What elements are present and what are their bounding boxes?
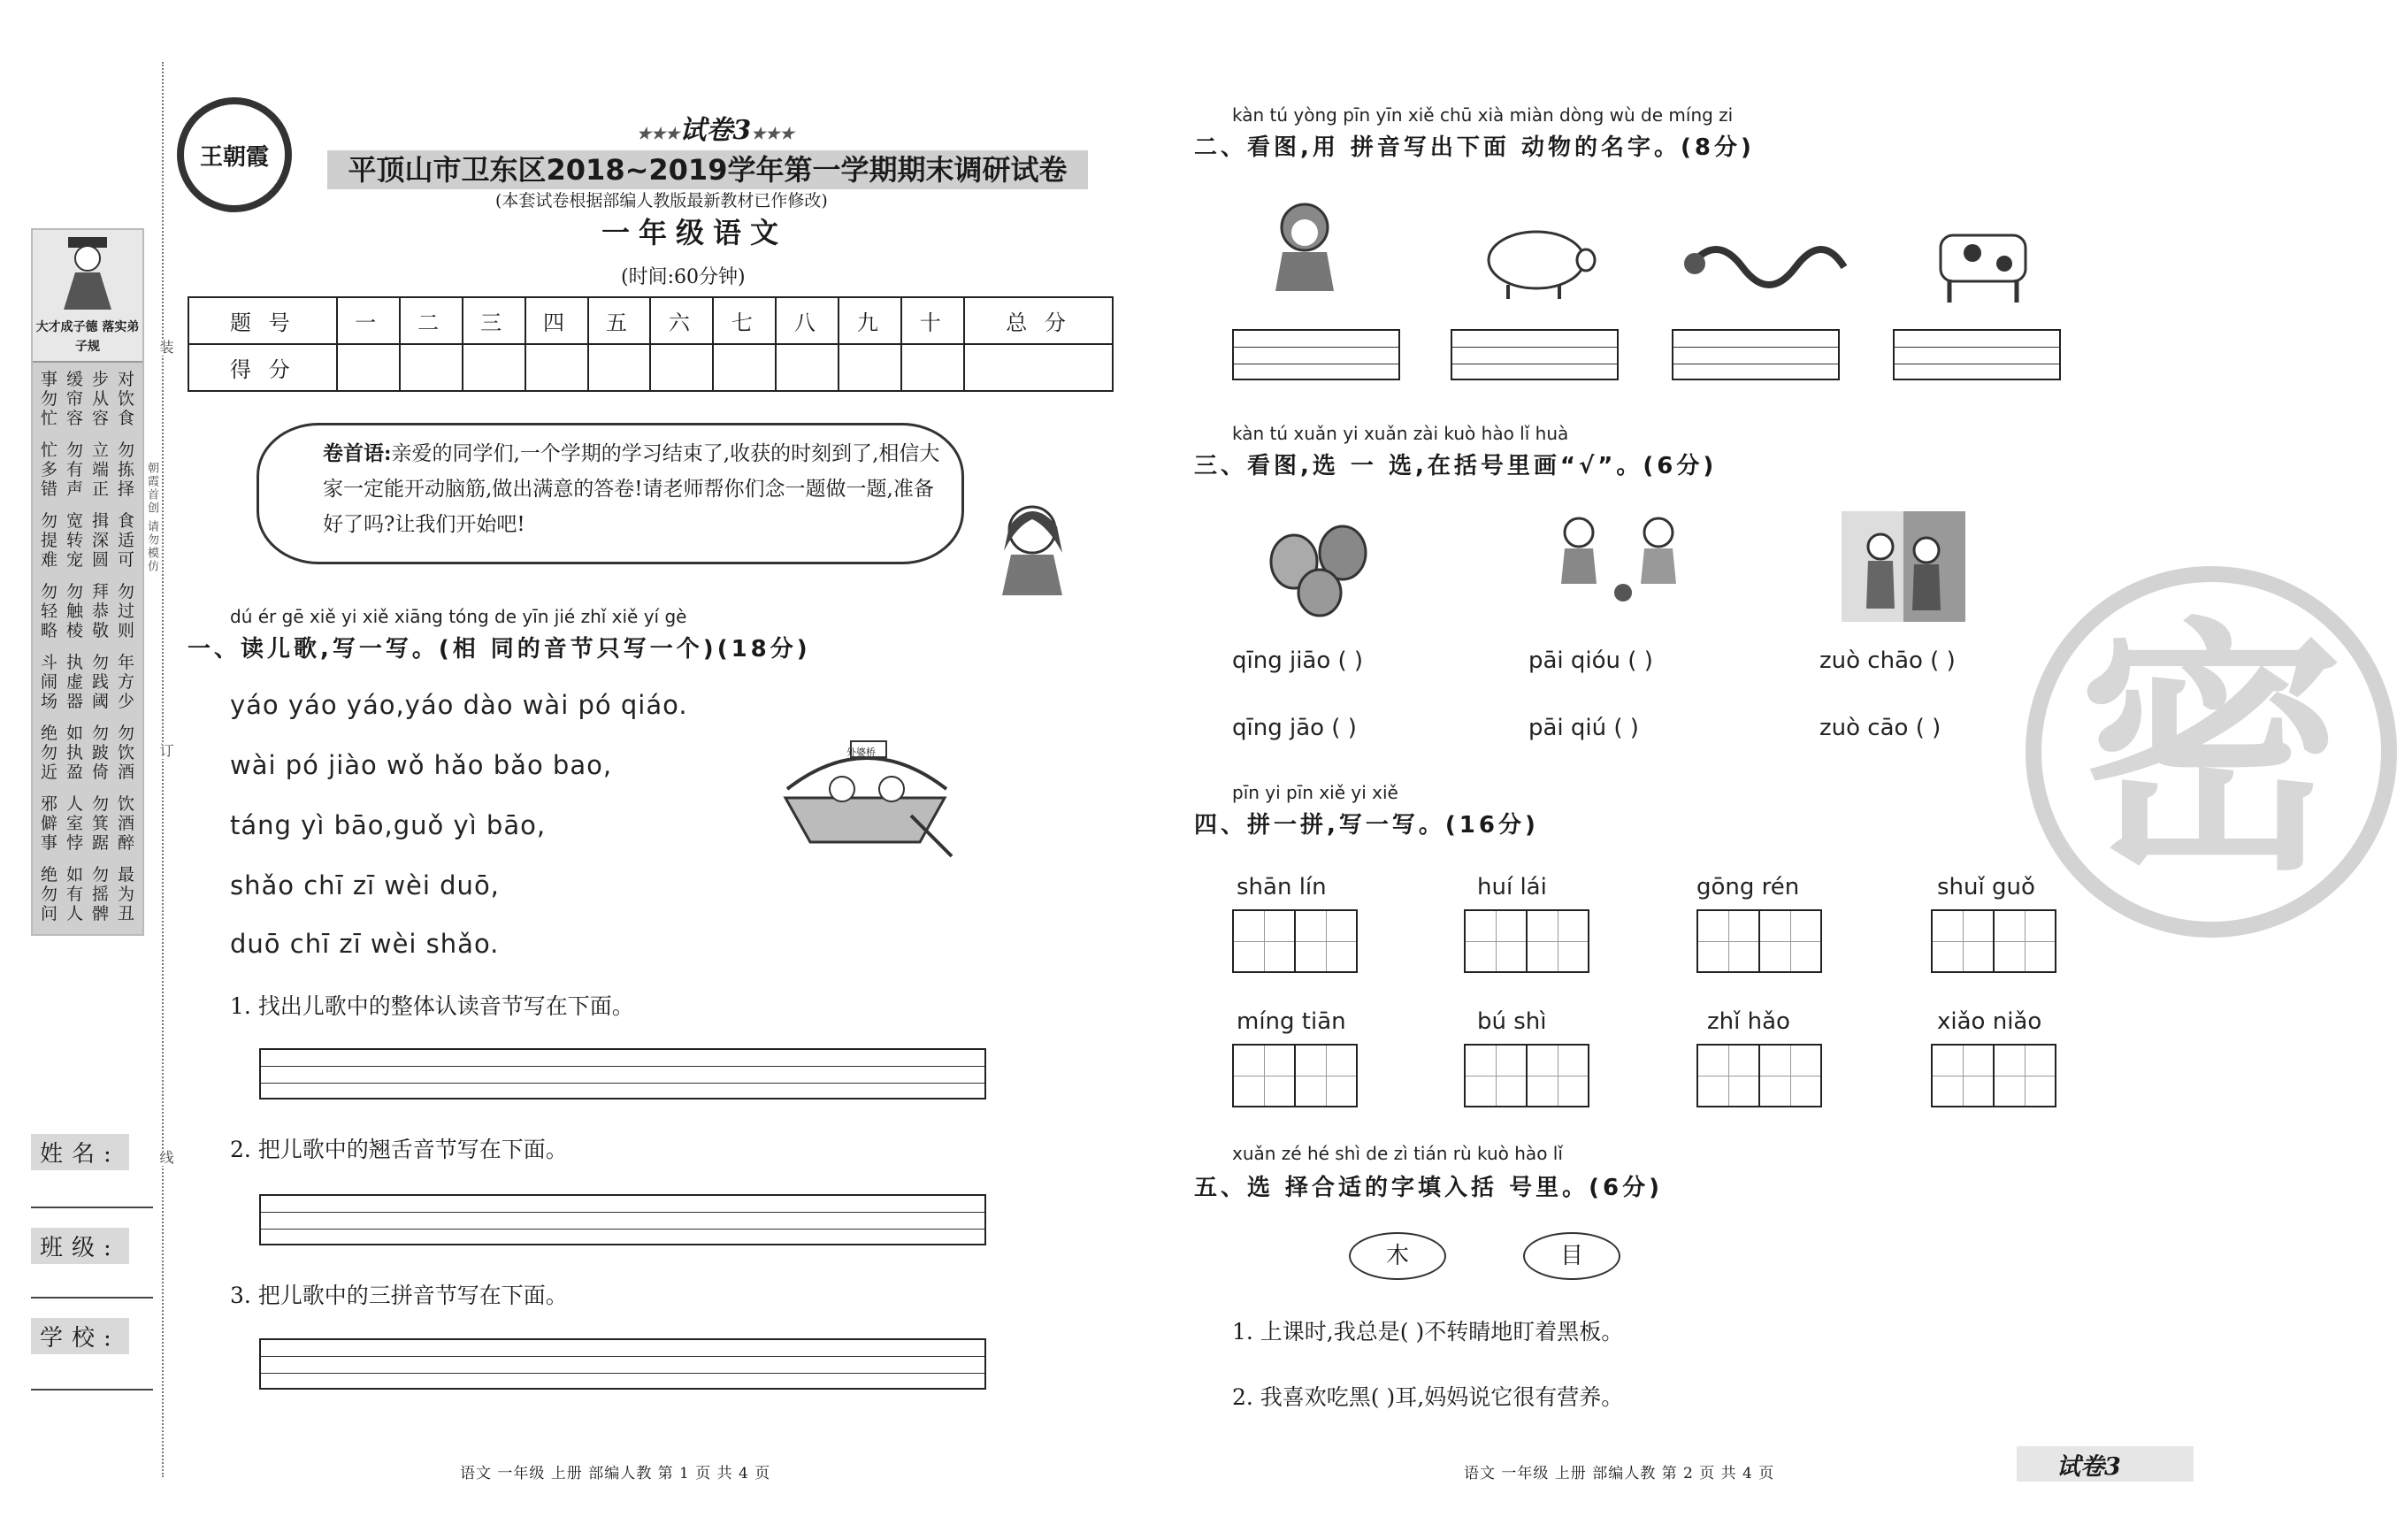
q2-title: 二、看图,用 拼音写出下面 动物的名字。(8分) [1194,134,1755,161]
q3-title: 三、看图,选 一 选,在括号里画“√”。(6分) [1194,453,1718,479]
cow-icon [1928,221,2034,305]
score-col: 九 [839,297,901,344]
motto-phrase: 步从容 [91,370,109,428]
motto-phrase: 勿过则 [117,582,134,640]
motto-phrase: 人室悖 [65,794,83,853]
stamp-char: 密 [2079,597,2344,906]
q1-sub2: 2. 把儿歌中的翘舌音节写在下面。 [230,1137,568,1162]
motto-phrase: 执虚器 [65,653,83,711]
motto-phrase: 缓帘容 [65,370,83,428]
motto-columns [33,363,142,943]
poem-line-2: wài pó jiào wǒ hǎo bǎo bao, [230,750,613,780]
grid-box[interactable] [1993,1044,2056,1107]
name-field[interactable] [31,1207,153,1208]
q5-sentence-2: 2. 我喜欢吃黑( )耳,妈妈说它很有营养。 [1232,1384,1624,1410]
motto-phrase: 斗闹场 [40,653,57,711]
dragon-icon [1681,232,1849,303]
motto-phrase: 如有人 [65,865,83,923]
corner-paper-label: 试卷3 [2056,1453,2121,1481]
q4-word-5: míng tiān [1237,1008,1346,1035]
q4-word-7: zhǐ hǎo [1707,1008,1790,1035]
option-qingjiao-a[interactable]: qīng jiāo ( ) [1232,647,1364,674]
pig-icon [1482,221,1597,301]
grid-box[interactable] [1696,1044,1760,1107]
grid-box[interactable] [1464,1044,1528,1107]
score-header-row [188,297,1113,344]
grid-box[interactable] [1993,909,2056,973]
motto-phrase: 勿拣择 [117,441,134,499]
score-cell[interactable] [776,344,839,391]
option-zuocao-a[interactable]: zuò chāo ( ) [1819,647,1956,674]
paper-label: ★★★试卷3★★★ [637,115,794,146]
score-cell[interactable] [463,344,525,391]
score-row-label: 得 分 [188,344,337,391]
pepper-icon [1263,522,1374,619]
q4-word-4: shuǐ guǒ [1937,874,2035,900]
motto-phrase: 勿跛倚 [91,724,109,782]
motto-phrase: 饮酒醉 [117,794,134,853]
footer-left: 语文 一年级 上册 部编人教 第 1 页 共 4 页 [460,1465,771,1483]
motto-phrase: 勿轻略 [40,582,57,640]
score-col: 六 [650,297,713,344]
kids-exercise-icon [1842,511,1965,622]
q4-word-3: gōng rén [1696,874,1800,900]
intro-heading: 卷首语: [323,441,392,465]
q4-title: 四、拼一拼,写一写。(16分) [1194,812,1539,839]
answer-box-dragon[interactable] [1672,329,1840,380]
motto-title: 大才成子德 落实弟子规 [35,320,140,354]
binding-label-2: 订 [157,743,174,759]
paper-label-text: 试卷3 [679,115,752,146]
score-col: 总 分 [964,297,1113,344]
page-title: 平顶山市卫东区2018~2019学年第一学期期末调研试卷 [327,150,1088,189]
motto-phrase: 勿有声 [65,441,83,499]
motto-phrase: 绝勿近 [40,724,57,782]
binding-label-3: 线 [157,1150,174,1166]
score-col: 一 [337,297,400,344]
score-col: 三 [463,297,525,344]
q4-word-2: huí lái [1477,874,1547,900]
motto-phrase: 勿箕踞 [91,794,109,853]
motto-phrase: 勿提难 [40,511,57,570]
q1-answer-2[interactable] [259,1194,986,1245]
motto-phrase: 揖深圆 [91,511,109,570]
score-table [188,296,1114,392]
motto-phrase: 勿触棱 [65,582,83,640]
score-cell[interactable] [650,344,713,391]
score-col: 五 [588,297,651,344]
motto-phrase: 年方少 [117,653,134,711]
score-col: 四 [525,297,588,344]
edition-note: (本套试卷根据部编人教版最新教材已作修改) [495,191,828,211]
grid-box[interactable] [1294,1044,1358,1107]
poem-line-3: táng yì bāo,guǒ yì bāo, [230,810,547,840]
motto-phrase: 绝勿问 [40,865,57,923]
option-qingjiao-b[interactable]: qīng jāo ( ) [1232,715,1357,741]
grid-box[interactable] [1526,1044,1589,1107]
motto-column [65,370,85,936]
scholar-figure-icon [33,230,142,314]
poem-line-4: shǎo chī zī wèi duō, [230,870,500,900]
option-paiqiu-a[interactable]: pāi qióu ( ) [1528,647,1653,674]
choice-mu-eye: 目 [1523,1232,1620,1280]
score-cell[interactable] [901,344,964,391]
score-cell[interactable] [588,344,651,391]
grid-box[interactable] [1696,909,1760,973]
motto-phrase: 勿践阈 [91,653,109,711]
q1-pinyin: dú ér gē xiě yi xiě xiāng tóng de yīn jié zhǐ xiě yí gè [230,606,687,627]
q5-sentence-1: 1. 上课时,我总是( )不转睛地盯着黑板。 [1232,1319,1624,1345]
score-cell[interactable] [713,344,776,391]
score-cell[interactable] [839,344,901,391]
motto-phrase: 勿摇髀 [91,865,109,923]
motto-phrase: 事勿忙 [40,370,57,428]
motto-phrase: 对饮食 [117,370,134,428]
binding-dotted-line [162,62,164,1477]
score-value-row [188,344,1113,391]
q5-title: 五、选 择合适的字填入括 号里。(6分) [1194,1175,1663,1201]
footer-right: 语文 一年级 上册 部编人教 第 2 页 共 4 页 [1464,1465,1775,1483]
score-cell[interactable] [525,344,588,391]
grid-box[interactable] [1758,909,1822,973]
brand-badge [177,97,292,212]
motto-phrase: 最为丑 [117,865,134,923]
option-zuocao-b[interactable]: zuò cāo ( ) [1819,715,1941,741]
grid-box[interactable] [1758,1044,1822,1107]
school-field[interactable] [31,1389,153,1391]
boat-sign: 外婆桥 [846,747,876,758]
q1-title: 一、读儿歌,写一写。(相 同的音节只写一个)(18分) [188,636,811,663]
kids-ball-icon [1543,513,1689,615]
grid-box[interactable] [1931,1044,1995,1107]
q4-pinyin: pīn yi pīn xiě yi xiě [1232,782,1398,803]
q5-pinyin: xuǎn zé hé shì de zì tián rù kuò hào lǐ [1232,1143,1563,1164]
binding-label-1: 装 [157,340,174,356]
motto-column [40,370,59,936]
q4-word-6: bú shì [1477,1008,1547,1035]
option-paiqiu-b[interactable]: pāi qiú ( ) [1528,715,1639,741]
motto-phrase: 食适可 [117,511,134,570]
choice-mu-wood: 木 [1349,1232,1446,1280]
poem-line-5: duō chī zī wèi shǎo. [230,929,500,959]
grid-box[interactable] [1526,909,1589,973]
motto-phrase: 拜恭敬 [91,582,109,640]
motto-phrase: 如执盈 [65,724,83,782]
motto-phrase: 立端正 [91,441,109,499]
q3-pinyin: kàn tú xuǎn yi xuǎn zài kuò hào lǐ huà [1232,423,1569,444]
motto-column [117,370,136,936]
answer-box-monkey[interactable] [1232,329,1400,380]
score-cell[interactable] [337,344,400,391]
name-label: 姓名: [31,1134,129,1170]
q1-sub3: 3. 把儿歌中的三拼音节写在下面。 [230,1283,568,1308]
binding-note: 朝霞首创 请勿模仿 [145,462,158,574]
motto-phrase: 宽转宠 [65,511,83,570]
q2-pinyin: kàn tú yòng pīn yīn xiě chū xià miàn dòng wù de míng zi [1232,104,1734,126]
score-cell[interactable] [400,344,463,391]
motto-phrase: 勿饮酒 [117,724,134,782]
girl-teacher-icon [986,500,1075,597]
grid-box[interactable] [1464,909,1528,973]
class-label: 班级: [31,1228,129,1264]
motto-phrase: 邪僻事 [40,794,57,853]
score-col: 二 [400,297,463,344]
answer-box-pig[interactable] [1451,329,1619,380]
intro-text [323,436,942,542]
brand-name: 王朝霞 [199,143,269,171]
motto-head [33,230,142,363]
subject-title: 一年级语文 [601,216,788,249]
grid-box[interactable] [1232,909,1296,973]
answer-box-cow[interactable] [1893,329,2061,380]
grid-box[interactable] [1294,909,1358,973]
q4-word-8: xiǎo niǎo [1937,1008,2042,1035]
school-label: 学校: [31,1318,129,1354]
intro-body: 亲爱的同学们,一个学期的学习结束了,收获的时刻到了,相信大家一定能开动脑筋,做出满意的答卷!请老师帮你们念一题做一题,准备好了吗?让我们开始吧! [323,442,940,536]
grid-box[interactable] [1232,1044,1296,1107]
class-field[interactable] [31,1297,153,1299]
q1-answer-3[interactable] [259,1338,986,1390]
q1-sub1: 1. 找出儿歌中的整体认读音节写在下面。 [230,993,634,1019]
score-col: 八 [776,297,839,344]
score-col: 七 [713,297,776,344]
monkey-icon [1265,199,1344,296]
motto-panel [31,228,144,936]
score-cell[interactable] [964,344,1113,391]
grid-box[interactable] [1931,909,1995,973]
score-col: 十 [901,297,964,344]
motto-column [91,370,111,936]
exam-time: (时间:60分钟) [621,266,746,288]
q4-word-1: shān lín [1237,874,1327,900]
q1-answer-1[interactable] [259,1048,986,1099]
poem-line-1: yáo yáo yáo,yáo dào wài pó qiáo. [230,690,688,720]
motto-phrase: 忙多错 [40,441,57,499]
score-col: 题 号 [188,297,337,344]
confidential-stamp [2026,566,2397,938]
